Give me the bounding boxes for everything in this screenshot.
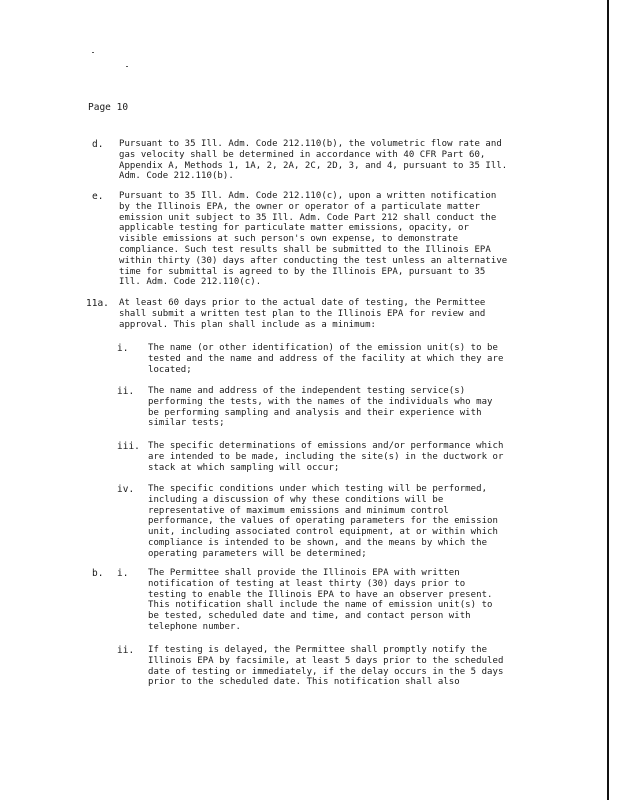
paragraph-b-i-label: i. [117, 568, 129, 579]
text-line: similar tests; [148, 418, 225, 429]
text-line: At least 60 days prior to the actual date of testing, the Permittee [119, 298, 486, 308]
text-line: prior to the scheduled date. This notification shall also [148, 677, 460, 688]
text-line: notification of testing at least thirty (30) days prior to [148, 578, 466, 589]
paragraph-e [119, 191, 507, 288]
text-line: Illinois EPA by facsimile, at least 5 days prior to the scheduled [148, 655, 504, 666]
paragraph-d-label: d. [92, 139, 104, 150]
item-i [148, 343, 503, 375]
text-line: Pursuant to 35 Ill. Adm. Code 212.110(b), the volumetric flow rate and [119, 139, 502, 149]
text-line: The name and address of the independent testing service(s) [148, 386, 466, 396]
text-line: telephone number. [148, 621, 241, 632]
text-line: unit, including associated control equipment, at or within which [148, 527, 498, 538]
item-i-label: i. [117, 343, 129, 354]
scan-speck [126, 66, 128, 67]
text-line: operating parameters will be determined; [148, 548, 367, 559]
paragraph-b-i [148, 568, 493, 633]
scan-speck [92, 52, 94, 53]
text-line: gas velocity shall be determined in accordance with 40 CFR Part 60, [119, 149, 486, 160]
paragraph-d [119, 139, 507, 182]
item-iii [148, 441, 503, 473]
item-iv-label: iv. [117, 484, 135, 495]
text-line: representative of maximum emissions and minimum control [148, 505, 449, 516]
paragraph-e-label: e. [92, 191, 104, 202]
text-line: testing to enable the Illinois EPA to have an observer present. [148, 589, 493, 600]
text-line: The specific conditions under which testing will be performed, [148, 484, 488, 494]
paragraph-11a [119, 298, 485, 330]
text-line: If testing is delayed, the Permittee shall promptly notify the [148, 645, 488, 655]
text-line: located; [148, 364, 192, 375]
paragraph-b-ii [148, 645, 503, 688]
scan-right-edge [607, 0, 609, 800]
text-line: The name (or other identification) of the emission unit(s) to be [148, 343, 498, 353]
text-line: by the Illinois EPA, the owner or operator of a particulate matter [119, 201, 480, 212]
text-line: Pursuant to 35 Ill. Adm. Code 212.110(c), upon a written notification [119, 191, 497, 201]
text-line: performance, the values of operating parameters for the emission [148, 516, 498, 527]
text-line: performing the tests, with the names of the individuals who may [148, 396, 493, 407]
text-line: date of testing or immediately, if the delay occurs in the 5 days [148, 666, 504, 677]
text-line: applicable testing for particulate matter emissions, opacity, or [119, 223, 469, 234]
text-line: are intended to be made, including the site(s) in the ductwork or [148, 451, 504, 462]
text-line: stack at which sampling will occur; [148, 462, 340, 473]
text-line: be performing sampling and analysis and their experience with [148, 407, 482, 418]
text-line: emission unit subject to 35 Ill. Adm. Code Part 212 shall conduct the [119, 212, 497, 223]
text-line: Ill. Adm. Code 212.110(c). [119, 277, 262, 288]
item-ii [148, 386, 493, 429]
text-line: Appendix A, Methods 1, 1A, 2, 2A, 2C, 2D, 3, and 4, pursuant to 35 Ill. [119, 160, 508, 171]
text-line: be tested, scheduled date and time, and contact person with [148, 611, 471, 622]
text-line: compliance is intended to be shown, and the means by which the [148, 537, 488, 548]
text-line: The specific determinations of emissions and/or performance which [148, 441, 504, 451]
paragraph-11a-label: 11a. [86, 298, 109, 309]
text-line: time for submittal is agreed to by the Illinois EPA, pursuant to 35 [119, 266, 486, 277]
text-line: approval. This plan shall include as a minimum: [119, 319, 377, 330]
item-ii-label: ii. [117, 386, 135, 397]
item-iv [148, 484, 498, 560]
text-line: This notification shall include the name of emission unit(s) to [148, 600, 493, 611]
text-line: Adm. Code 212.110(b). [119, 171, 234, 182]
text-line: shall submit a written test plan to the Illinois EPA for review and [119, 308, 486, 319]
text-line: visible emissions at such person's own expense, to demonstrate [119, 234, 459, 245]
paragraph-b-ii-label: ii. [117, 645, 135, 656]
paragraph-b-label: b. [92, 568, 104, 579]
text-line: tested and the name and address of the facility at which they are [148, 353, 504, 364]
text-line: compliance. Such test results shall be submitted to the Illinois EPA [119, 244, 491, 255]
text-line: The Permittee shall provide the Illinois EPA with written [148, 568, 460, 578]
text-line: including a discussion of why these conditions will be [148, 494, 444, 505]
text-line: within thirty (30) days after conducting the test unless an alternative [119, 255, 508, 266]
item-iii-label: iii. [117, 441, 140, 452]
page-number-header: Page 10 [88, 102, 129, 113]
